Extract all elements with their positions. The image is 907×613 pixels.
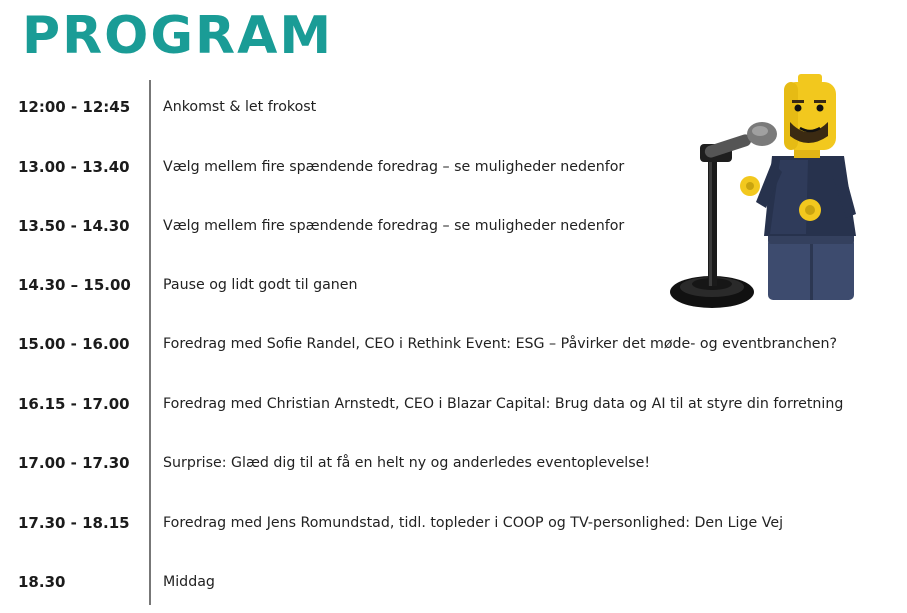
schedule-time: 16.15 - 17.00 <box>18 395 130 413</box>
schedule-time: 18.30 <box>18 573 66 591</box>
schedule-description: Foredrag med Jens Romundstad, tidl. topleder i COOP og TV-personlighed: Den Lige Vej <box>163 515 784 531</box>
schedule-row <box>0 451 907 475</box>
schedule-description: Middag <box>163 574 215 590</box>
schedule-time: 17.00 - 17.30 <box>18 454 130 472</box>
lego-speaker-with-microphone-icon <box>660 70 870 320</box>
schedule-time: 13.50 - 14.30 <box>18 217 130 235</box>
schedule-time: 15.00 - 16.00 <box>18 335 130 353</box>
schedule-row <box>0 332 907 356</box>
schedule-description: Vælg mellem fire spændende foredrag – se muligheder nedenfor <box>163 218 625 234</box>
schedule-time: 17.30 - 18.15 <box>18 514 130 532</box>
schedule-description: Pause og lidt godt til ganen <box>163 277 358 293</box>
schedule-description: Surprise: Glæd dig til at få en helt ny og anderledes eventoplevelse! <box>163 455 651 471</box>
schedule-time: 12:00 - 12:45 <box>18 98 131 116</box>
schedule-row <box>0 570 907 594</box>
schedule-row <box>0 511 907 535</box>
schedule-description: Foredrag med Sofie Randel, CEO i Rethink Event: ESG – Påvirker det møde- og eventbranchen? <box>163 336 838 352</box>
schedule-description: Vælg mellem fire spændende foredrag – se muligheder nedenfor <box>163 159 625 175</box>
schedule-time: 14.30 – 15.00 <box>18 276 131 294</box>
schedule-description: Ankomst & let frokost <box>163 99 317 115</box>
schedule-row <box>0 392 907 416</box>
schedule-time: 13.00 - 13.40 <box>18 158 130 176</box>
schedule-description: Foredrag med Christian Arnstedt, CEO i Blazar Capital: Brug data og AI til at styre din forretning <box>163 396 844 412</box>
page-title: PROGRAM <box>22 6 334 66</box>
